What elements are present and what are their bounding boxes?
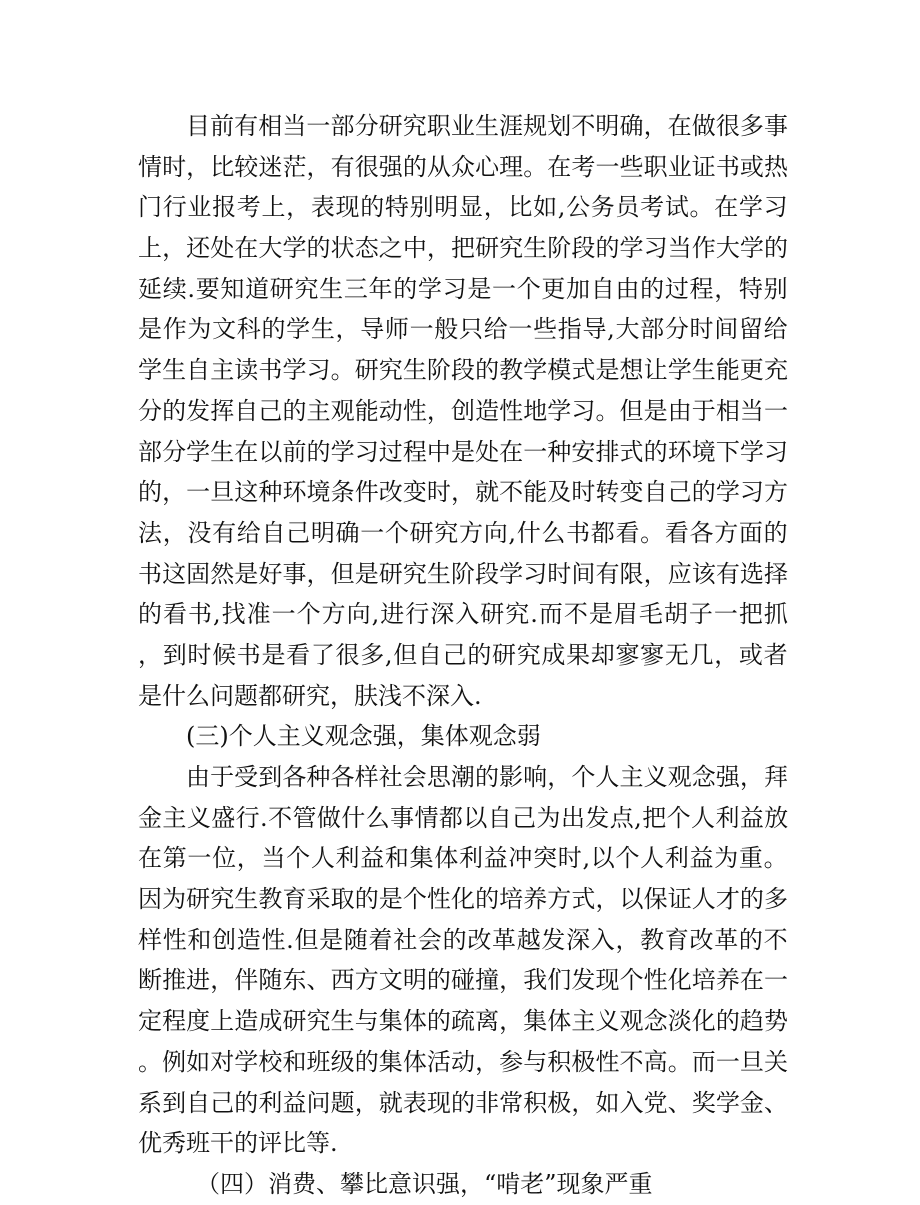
paragraph-line: 情时，比较迷茫，有很强的从众心理。在考一些职业证书或热 bbox=[138, 152, 789, 181]
paragraph-line: 样性和创造性.但是随着社会的改革越发深入，教育改革的不 bbox=[138, 925, 789, 954]
paragraph-line: 由于受到各种各样社会思潮的影响，个人主义观念强，拜 bbox=[186, 763, 789, 791]
paragraph-line: 定程度上造成研究生与集体的疏离，集体主义观念淡化的趋势 bbox=[138, 1007, 789, 1036]
paragraph-line: 。例如对学校和班级的集体活动，参与积极性不高。而一旦关 bbox=[138, 1047, 789, 1076]
paragraph-line: 因为研究生教育采取的是个性化的培养方式，以保证人才的多 bbox=[138, 885, 789, 914]
paragraph-line: 是作为文科的学生，导师一般只给一些指导,大部分时间留给 bbox=[138, 315, 789, 344]
paragraph-line: 门行业报考上，表现的特别明显，比如,公务员考试。在学习 bbox=[138, 193, 789, 222]
document-body bbox=[138, 106, 788, 1205]
paragraph-line: ，到时候书是看了很多,但自己的研究成果却寥寥无几，或者 bbox=[138, 640, 789, 669]
paragraph-line: 系到自己的利益问题，就表现的非常积极，如入党、奖学金、 bbox=[138, 1088, 789, 1117]
paragraph-line: 法，没有给自己明确一个研究方向,什么书都看。看各方面的 bbox=[138, 518, 789, 547]
section-heading: （四）消费、攀比意识强，“啃老”现象严重 bbox=[196, 1169, 653, 1198]
paragraph-line: 金主义盛行.不管做什么事情都以自己为出发点,把个人利益放 bbox=[138, 803, 789, 832]
paragraph-line: 部分学生在以前的学习过程中是处在一种安排式的环境下学习 bbox=[138, 437, 789, 466]
paragraph-line: 的，一旦这种环境条件改变时，就不能及时转变自己的学习方 bbox=[138, 478, 789, 507]
paragraph-line: 是什么问题都研究，肤浅不深入. bbox=[138, 681, 482, 710]
paragraph-line: 延续.要知道研究生三年的学习是一个更加自由的过程，特别 bbox=[138, 274, 789, 303]
paragraph-line: 分的发挥自己的主观能动性，创造性地学习。但是由于相当一 bbox=[138, 396, 789, 425]
paragraph-line: 的看书,找准一个方向,进行深入研究.而不是眉毛胡子一把抓 bbox=[138, 600, 789, 629]
paragraph-line: 书这固然是好事，但是研究生阶段学习时间有限，应该有选择 bbox=[138, 559, 789, 588]
paragraph-line: 上，还处在大学的状态之中，把研究生阶段的学习当作大学的 bbox=[138, 234, 789, 263]
paragraph-line: 优秀班干的评比等. bbox=[138, 1129, 338, 1158]
paragraph-line: 学生自主读书学习。研究生阶段的教学模式是想让学生能更充 bbox=[138, 356, 789, 385]
paragraph-line: 断推进，伴随东、西方文明的碰撞，我们发现个性化培养在一 bbox=[138, 966, 789, 995]
paragraph-line: 在第一位，当个人利益和集体利益冲突时,以个人利益为重。 bbox=[138, 844, 789, 873]
paragraph-line: 目前有相当一部分研究职业生涯规划不明确，在做很多事 bbox=[186, 112, 789, 140]
section-heading: (三)个人主义观念强，集体观念弱 bbox=[186, 722, 541, 751]
